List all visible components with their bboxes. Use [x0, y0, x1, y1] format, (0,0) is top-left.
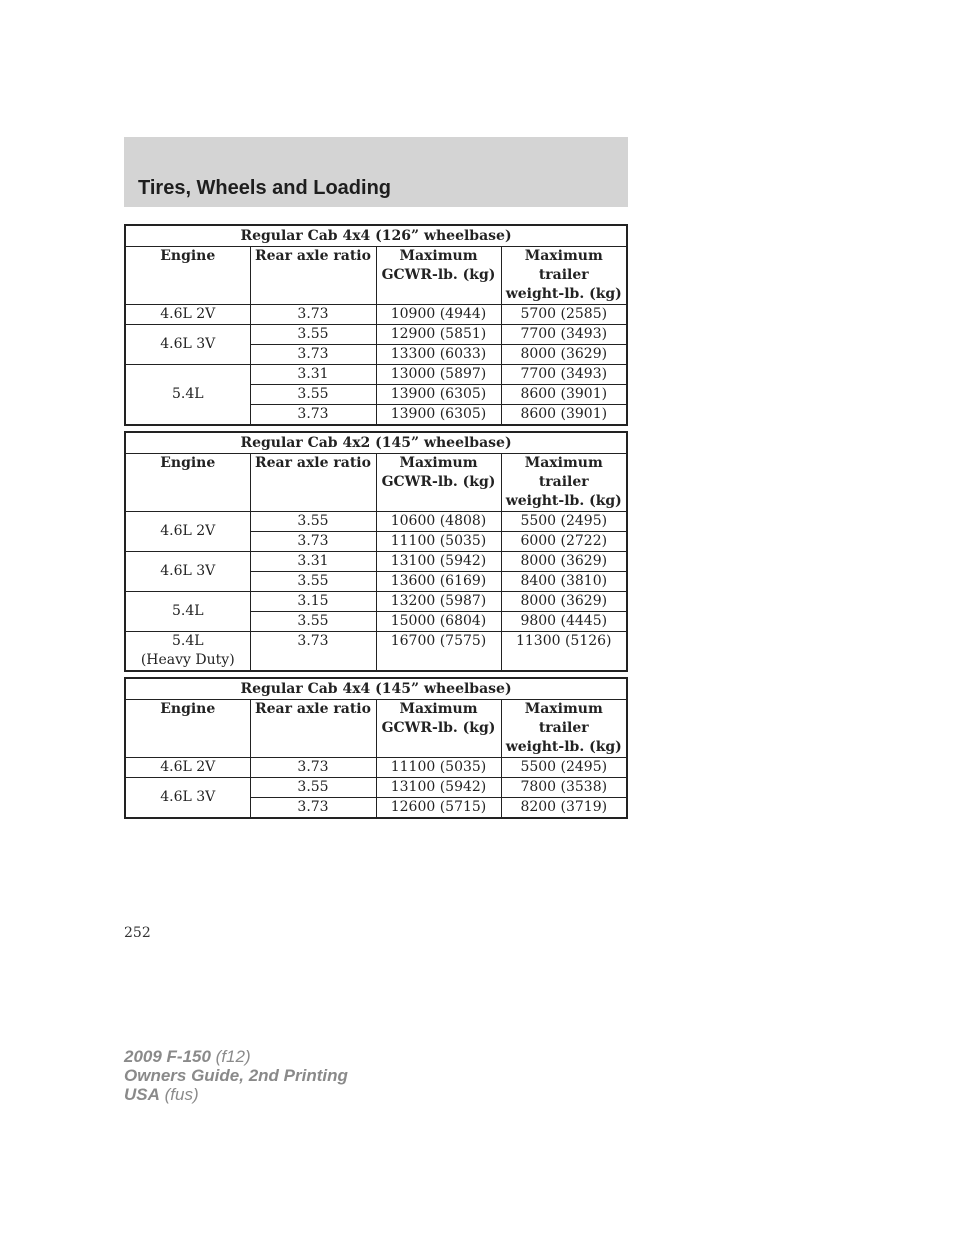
table-row — [125, 325, 627, 345]
gcwr-cell: 10900 (4944) — [376, 305, 501, 325]
ratio-cell: 3.55 — [250, 778, 376, 798]
trailer-cell: 8400 (3810) — [501, 572, 627, 592]
table-header-row — [125, 700, 627, 758]
trailer-cell: 7800 (3538) — [501, 778, 627, 798]
col-engine: Engine — [125, 700, 250, 758]
ratio-cell: 3.31 — [250, 552, 376, 572]
table-row — [125, 758, 627, 778]
ratio-cell: 3.55 — [250, 512, 376, 532]
ratio-cell: 3.73 — [250, 758, 376, 778]
table-row — [125, 632, 627, 672]
footer-line-model: 2009 F-150 (f12) — [124, 1047, 251, 1066]
engine-cell: 4.6L 2V — [125, 305, 250, 325]
gcwr-cell: 13600 (6169) — [376, 572, 501, 592]
ratio-cell: 3.73 — [250, 305, 376, 325]
col-trailer: Maximum trailer weight-lb. (kg) — [501, 700, 627, 758]
trailer-cell: 8000 (3629) — [501, 592, 627, 612]
gcwr-cell: 13100 (5942) — [376, 552, 501, 572]
table-row — [125, 778, 627, 798]
gcwr-cell: 13100 (5942) — [376, 778, 501, 798]
col-ratio: Rear axle ratio — [250, 454, 376, 512]
table-row — [125, 512, 627, 532]
table-title: Regular Cab 4x4 (145” wheelbase) — [125, 678, 627, 700]
gcwr-cell: 15000 (6804) — [376, 612, 501, 632]
trailer-cell: 7700 (3493) — [501, 325, 627, 345]
ratio-cell: 3.55 — [250, 385, 376, 405]
ratio-cell: 3.31 — [250, 365, 376, 385]
trailer-cell: 8000 (3629) — [501, 345, 627, 365]
col-engine: Engine — [125, 454, 250, 512]
trailer-cell: 8000 (3629) — [501, 552, 627, 572]
towing-table-3 — [124, 677, 628, 819]
footer-line-guide: Owners Guide, 2nd Printing — [124, 1066, 348, 1085]
trailer-cell: 6000 (2722) — [501, 532, 627, 552]
trailer-cell: 8600 (3901) — [501, 405, 627, 426]
footer-line-region: USA (fus) — [124, 1085, 199, 1104]
trailer-cell: 5500 (2495) — [501, 512, 627, 532]
ratio-cell: 3.55 — [250, 572, 376, 592]
trailer-cell: 5500 (2495) — [501, 758, 627, 778]
table-row — [125, 592, 627, 612]
engine-cell: 5.4L (Heavy Duty) — [125, 632, 250, 672]
ratio-cell: 3.73 — [250, 345, 376, 365]
ratio-cell: 3.73 — [250, 632, 376, 672]
towing-table-2 — [124, 431, 628, 672]
table-row — [125, 365, 627, 385]
engine-cell: 4.6L 3V — [125, 325, 250, 365]
table-header-row — [125, 247, 627, 305]
towing-table-1 — [124, 224, 628, 426]
table-title: Regular Cab 4x2 (145” wheelbase) — [125, 432, 627, 454]
trailer-cell: 8200 (3719) — [501, 798, 627, 819]
ratio-cell: 3.55 — [250, 612, 376, 632]
gcwr-cell: 13200 (5987) — [376, 592, 501, 612]
engine-cell: 4.6L 3V — [125, 778, 250, 819]
gcwr-cell: 13900 (6305) — [376, 385, 501, 405]
trailer-cell: 7700 (3493) — [501, 365, 627, 385]
gcwr-cell: 12900 (5851) — [376, 325, 501, 345]
engine-cell: 5.4L — [125, 365, 250, 426]
gcwr-cell: 13300 (6033) — [376, 345, 501, 365]
ratio-cell: 3.55 — [250, 325, 376, 345]
section-title: Tires, Wheels and Loading — [138, 177, 392, 199]
engine-cell: 4.6L 3V — [125, 552, 250, 592]
trailer-cell: 9800 (4445) — [501, 612, 627, 632]
ratio-cell: 3.15 — [250, 592, 376, 612]
col-trailer: Maximum trailer weight-lb. (kg) — [501, 247, 627, 305]
col-ratio: Rear axle ratio — [250, 247, 376, 305]
table-row — [125, 305, 627, 325]
gcwr-cell: 10600 (4808) — [376, 512, 501, 532]
document-footer — [124, 1047, 348, 1104]
gcwr-cell: 16700 (7575) — [376, 632, 501, 672]
ratio-cell: 3.73 — [250, 798, 376, 819]
table-row — [125, 552, 627, 572]
engine-cell: 4.6L 2V — [125, 512, 250, 552]
engine-cell: 4.6L 2V — [125, 758, 250, 778]
col-gcwr: Maximum GCWR-lb. (kg) — [376, 454, 501, 512]
table-header-row — [125, 454, 627, 512]
engine-cell: 5.4L — [125, 592, 250, 632]
table-title: Regular Cab 4x4 (126” wheelbase) — [125, 225, 627, 247]
trailer-cell: 11300 (5126) — [501, 632, 627, 672]
col-engine: Engine — [125, 247, 250, 305]
col-ratio: Rear axle ratio — [250, 700, 376, 758]
section-header — [124, 137, 628, 207]
trailer-cell: 5700 (2585) — [501, 305, 627, 325]
page-number: 252 — [124, 925, 151, 941]
gcwr-cell: 11100 (5035) — [376, 758, 501, 778]
gcwr-cell: 12600 (5715) — [376, 798, 501, 819]
col-trailer: Maximum trailer weight-lb. (kg) — [501, 454, 627, 512]
col-gcwr: Maximum GCWR-lb. (kg) — [376, 700, 501, 758]
gcwr-cell: 11100 (5035) — [376, 532, 501, 552]
gcwr-cell: 13000 (5897) — [376, 365, 501, 385]
col-gcwr: Maximum GCWR-lb. (kg) — [376, 247, 501, 305]
trailer-cell: 8600 (3901) — [501, 385, 627, 405]
ratio-cell: 3.73 — [250, 532, 376, 552]
ratio-cell: 3.73 — [250, 405, 376, 426]
gcwr-cell: 13900 (6305) — [376, 405, 501, 426]
